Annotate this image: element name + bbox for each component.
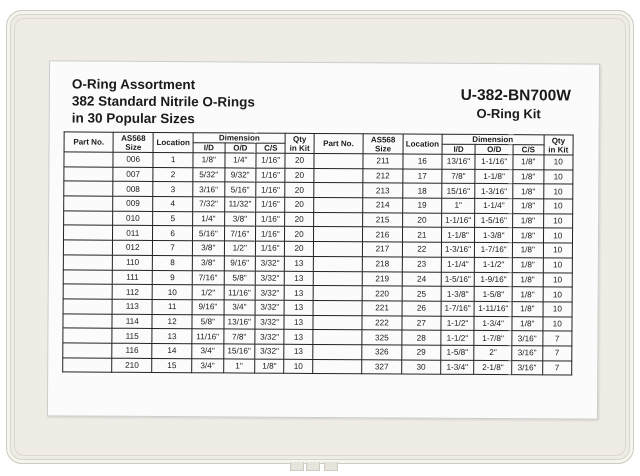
id-cell: 1-1/2" xyxy=(441,316,475,331)
qty-cell: 10 xyxy=(543,302,573,317)
location-cell: 17 xyxy=(403,169,442,184)
cs-cell: 1/16" xyxy=(256,153,285,168)
cs-cell: 1/8" xyxy=(513,199,544,214)
qty-cell: 20 xyxy=(285,212,313,227)
location-cell: 8 xyxy=(153,255,193,270)
part-no-cell xyxy=(313,286,362,301)
id-cell: 5/16" xyxy=(193,226,225,241)
part-no-cell xyxy=(313,300,362,315)
location-cell: 2 xyxy=(153,167,193,182)
cs-cell: 1/16" xyxy=(256,182,285,197)
qty-cell: 20 xyxy=(285,153,313,168)
qty-cell: 7 xyxy=(542,360,572,375)
id-cell: 5/8" xyxy=(192,314,224,329)
kit-title-line: in 30 Popular Sizes xyxy=(71,110,195,127)
location-cell: 14 xyxy=(152,343,192,358)
as568-cell: 325 xyxy=(362,330,402,345)
od-cell: 3/4" xyxy=(224,300,256,315)
qty-cell: 13 xyxy=(285,271,313,286)
location-cell: 28 xyxy=(402,330,441,345)
location-cell: 3 xyxy=(153,182,193,197)
qty-cell: 13 xyxy=(284,344,312,359)
id-cell: 7/8" xyxy=(442,169,476,184)
id-cell: 3/8" xyxy=(192,241,224,256)
qty-cell: 10 xyxy=(284,359,312,374)
as568-cell: 216 xyxy=(363,227,403,242)
id-cell: 3/8" xyxy=(192,256,224,271)
id-cell: 7/32" xyxy=(193,197,225,212)
id-cell: 1-5/16" xyxy=(441,272,475,287)
od-cell: 1/2" xyxy=(224,241,256,256)
location-cell: 26 xyxy=(402,301,441,316)
location-cell: 6 xyxy=(153,226,193,241)
col-header-location: Location xyxy=(403,134,442,154)
case-latch[interactable] xyxy=(290,462,304,471)
location-cell: 15 xyxy=(152,358,192,373)
cs-cell: 3/16" xyxy=(512,346,543,361)
as568-cell: 212 xyxy=(363,168,403,183)
qty-cell: 10 xyxy=(543,199,573,214)
part-no-cell xyxy=(63,284,112,299)
as568-cell: 214 xyxy=(363,198,403,213)
qty-cell: 20 xyxy=(285,183,313,198)
od-cell: 11/16" xyxy=(224,285,256,300)
cs-cell: 1/8" xyxy=(255,359,284,374)
cs-cell: 3/32" xyxy=(255,285,284,300)
od-cell: 15/16" xyxy=(223,344,255,359)
qty-cell: 10 xyxy=(542,316,572,331)
col-header-qty: Qty in Kit xyxy=(285,133,313,153)
as568-cell: 211 xyxy=(363,154,403,169)
id-cell: 1-3/8" xyxy=(441,286,475,301)
part-no-cell xyxy=(314,153,363,168)
od-cell: 2" xyxy=(474,345,512,360)
col-header-part-no: Part No. xyxy=(64,132,113,152)
cs-cell: 1/8" xyxy=(512,302,543,317)
part-no-cell xyxy=(313,242,362,257)
od-cell: 1/4" xyxy=(224,153,256,168)
location-cell: 12 xyxy=(152,314,192,329)
as568-cell: 220 xyxy=(362,286,402,301)
kit-identity xyxy=(460,86,570,123)
as568-cell: 010 xyxy=(113,211,153,226)
qty-cell: 20 xyxy=(285,197,313,212)
cs-cell: 1/16" xyxy=(256,227,285,242)
location-cell: 23 xyxy=(402,257,441,272)
as568-cell: 115 xyxy=(112,328,152,343)
od-cell: 13/16" xyxy=(224,314,256,329)
part-no-cell xyxy=(63,255,112,270)
od-cell: 1" xyxy=(223,359,255,374)
id-cell: 5/32" xyxy=(193,167,225,182)
id-cell: 1-1/8" xyxy=(441,228,475,243)
id-cell: 3/16" xyxy=(193,182,225,197)
cs-cell: 1/8" xyxy=(513,184,544,199)
id-cell: 15/16" xyxy=(442,184,476,199)
id-cell: 1-5/8" xyxy=(441,345,475,360)
od-cell: 1-5/16" xyxy=(475,213,513,228)
od-cell: 11/32" xyxy=(224,197,256,212)
id-cell: 3/4" xyxy=(192,344,224,359)
od-cell: 7/16" xyxy=(224,226,256,241)
part-no-cell xyxy=(312,359,361,374)
part-no-cell xyxy=(313,227,362,242)
as568-cell: 006 xyxy=(113,152,153,167)
qty-cell: 13 xyxy=(284,330,312,345)
qty-cell: 7 xyxy=(542,331,572,346)
id-cell: 1-1/4" xyxy=(441,257,475,272)
col-header-as568: AS568 Size xyxy=(363,134,403,154)
location-cell: 1 xyxy=(153,152,193,167)
cs-cell: 3/32" xyxy=(255,315,284,330)
od-cell: 3/8" xyxy=(224,212,256,227)
location-cell: 22 xyxy=(402,242,441,257)
cs-cell: 1/8" xyxy=(513,213,544,228)
od-cell: 1-7/16" xyxy=(475,243,513,258)
od-cell: 1-3/4" xyxy=(474,316,512,331)
od-cell: 1-7/8" xyxy=(474,331,512,346)
as568-cell: 111 xyxy=(113,270,153,285)
id-cell: 1/8" xyxy=(193,153,225,168)
as568-cell: 218 xyxy=(362,257,402,272)
cs-cell: 1/8" xyxy=(512,316,543,331)
as568-cell: 213 xyxy=(363,183,403,198)
cs-cell: 1/16" xyxy=(255,241,284,256)
od-cell: 1-5/8" xyxy=(474,287,512,302)
as568-cell: 011 xyxy=(113,226,153,241)
id-cell: 3/4" xyxy=(192,358,224,373)
cs-cell: 3/16" xyxy=(512,360,543,375)
qty-cell: 13 xyxy=(284,315,312,330)
cs-cell: 3/16" xyxy=(512,331,543,346)
as568-cell: 012 xyxy=(113,240,153,255)
col-header-location: Location xyxy=(153,132,193,152)
location-cell: 29 xyxy=(402,345,441,360)
qty-cell: 13 xyxy=(285,285,313,300)
location-cell: 4 xyxy=(153,197,193,212)
qty-cell: 10 xyxy=(543,258,573,273)
location-cell: 7 xyxy=(153,241,193,256)
as568-cell: 221 xyxy=(362,301,402,316)
od-cell: 5/8" xyxy=(224,270,256,285)
part-no-cell xyxy=(313,183,362,198)
cs-cell: 1/8" xyxy=(513,243,544,258)
col-header-as568: AS568 Size xyxy=(113,132,153,152)
as568-cell: 008 xyxy=(113,182,153,197)
qty-cell: 20 xyxy=(285,227,313,242)
od-cell: 1-1/8" xyxy=(475,169,513,184)
col-header-dimension: Dimension xyxy=(442,134,544,145)
col-header-qty: Qty in Kit xyxy=(544,135,574,155)
id-cell: 13/16" xyxy=(442,154,476,169)
qty-cell: 20 xyxy=(285,168,313,183)
as568-cell: 009 xyxy=(113,196,153,211)
qty-cell: 20 xyxy=(285,241,313,256)
location-cell: 13 xyxy=(152,329,192,344)
id-cell: 1-3/16" xyxy=(441,242,475,257)
part-no-cell xyxy=(64,181,113,196)
table-header-row xyxy=(64,132,573,145)
location-cell: 21 xyxy=(402,227,441,242)
part-no-cell xyxy=(313,344,362,359)
part-no-cell xyxy=(63,299,112,314)
as568-cell: 210 xyxy=(112,358,152,373)
od-cell: 9/16" xyxy=(224,256,256,271)
cs-cell: 1/8" xyxy=(513,155,544,170)
id-cell: 1-1/2" xyxy=(441,330,475,345)
cs-cell: 1/16" xyxy=(256,197,285,212)
as568-cell: 113 xyxy=(112,299,152,314)
kit-description xyxy=(72,75,255,127)
kit-title-line: O-Ring Assortment xyxy=(71,76,196,93)
part-no-cell xyxy=(313,256,362,271)
cs-cell: 1/16" xyxy=(256,212,285,227)
qty-cell: 13 xyxy=(284,300,312,315)
location-cell: 18 xyxy=(403,183,442,198)
od-cell: 1-9/16" xyxy=(475,272,513,287)
location-cell: 5 xyxy=(153,211,193,226)
product-label-card xyxy=(47,60,600,419)
col-header-cs: C/S xyxy=(256,143,285,153)
id-cell: 1" xyxy=(441,198,475,213)
qty-cell: 10 xyxy=(543,287,573,302)
col-header-id: I/D xyxy=(193,143,225,153)
col-header-id: I/D xyxy=(442,144,476,154)
as568-cell: 110 xyxy=(113,255,153,270)
part-no-cell xyxy=(64,152,113,167)
od-cell: 1-3/16" xyxy=(475,184,513,199)
od-cell: 1-1/16" xyxy=(475,154,513,169)
location-cell: 25 xyxy=(402,286,441,301)
qty-cell: 10 xyxy=(543,155,573,170)
cs-cell: 1/8" xyxy=(512,287,543,302)
qty-cell: 10 xyxy=(543,184,573,199)
as568-cell: 217 xyxy=(362,242,402,257)
od-cell: 7/8" xyxy=(223,329,255,344)
case-latch[interactable] xyxy=(324,462,338,471)
as568-cell: 326 xyxy=(362,345,402,360)
od-cell: 5/16" xyxy=(224,182,256,197)
as568-cell: 222 xyxy=(362,315,402,330)
od-cell: 1-1/4" xyxy=(475,198,513,213)
kit-title-line: 382 Standard Nitrile O-Rings xyxy=(71,93,255,110)
part-no-cell xyxy=(313,315,362,330)
as568-cell: 112 xyxy=(112,284,152,299)
part-no-cell xyxy=(63,269,112,284)
location-cell: 27 xyxy=(402,316,441,331)
od-cell: 9/32" xyxy=(224,168,256,183)
as568-cell: 116 xyxy=(112,343,152,358)
id-cell: 11/16" xyxy=(192,329,224,344)
part-no-cell xyxy=(313,198,362,213)
od-cell: 1-3/8" xyxy=(475,228,513,243)
col-header-od: O/D xyxy=(225,143,257,153)
part-no-cell xyxy=(314,168,363,183)
as568-cell: 327 xyxy=(362,359,402,374)
as568-cell: 007 xyxy=(113,167,153,182)
qty-cell: 10 xyxy=(543,272,573,287)
id-cell: 9/16" xyxy=(192,300,224,315)
location-cell: 16 xyxy=(403,154,442,169)
od-cell: 1-1/2" xyxy=(475,257,513,272)
location-cell: 10 xyxy=(152,285,192,300)
part-no-cell xyxy=(64,167,113,182)
location-cell: 30 xyxy=(402,360,441,375)
col-header-od: O/D xyxy=(475,144,513,154)
cs-cell: 3/32" xyxy=(255,271,284,286)
as568-cell: 215 xyxy=(363,212,403,227)
cs-cell: 3/32" xyxy=(255,300,284,315)
qty-cell: 7 xyxy=(542,346,572,361)
part-no-cell xyxy=(63,225,112,240)
part-no-cell xyxy=(63,313,112,328)
id-cell: 1/2" xyxy=(192,285,224,300)
id-cell: 7/16" xyxy=(192,270,224,285)
cs-cell: 1/8" xyxy=(512,272,543,287)
as568-cell: 114 xyxy=(112,314,152,329)
as568-cell: 219 xyxy=(362,271,402,286)
part-no-cell xyxy=(313,271,362,286)
od-cell: 1-11/16" xyxy=(474,301,512,316)
location-cell: 20 xyxy=(403,213,442,228)
case-latch[interactable] xyxy=(306,462,320,471)
oring-size-table xyxy=(62,131,573,375)
cs-cell: 3/32" xyxy=(255,256,284,271)
part-no-cell xyxy=(64,211,113,226)
part-no-cell xyxy=(63,240,112,255)
id-cell: 1-7/16" xyxy=(441,301,475,316)
location-cell: 24 xyxy=(402,271,441,286)
cs-cell: 1/8" xyxy=(513,228,544,243)
location-cell: 9 xyxy=(152,270,192,285)
qty-cell: 10 xyxy=(543,214,573,229)
qty-cell: 10 xyxy=(543,170,573,185)
cs-cell: 1/8" xyxy=(512,257,543,272)
id-cell: 1-1/16" xyxy=(441,213,475,228)
part-no-cell xyxy=(63,358,112,373)
location-cell: 19 xyxy=(403,198,442,213)
kit-name: O-Ring Kit xyxy=(476,105,541,122)
cs-cell: 3/32" xyxy=(255,329,284,344)
id-cell: 1-3/4" xyxy=(440,360,474,375)
part-no-cell xyxy=(63,343,112,358)
qty-cell: 10 xyxy=(543,228,573,243)
qty-cell: 13 xyxy=(285,256,313,271)
part-no-cell xyxy=(313,330,362,345)
col-header-part-no: Part No. xyxy=(314,133,363,153)
qty-cell: 10 xyxy=(543,243,573,258)
cs-cell: 3/32" xyxy=(255,344,284,359)
part-no-cell xyxy=(313,212,362,227)
od-cell: 2-1/8" xyxy=(474,360,512,375)
kit-part-number: U-382-BN700W xyxy=(460,86,571,105)
table-row xyxy=(63,358,572,376)
cs-cell: 1/16" xyxy=(256,168,285,183)
id-cell: 1/4" xyxy=(193,211,225,226)
cs-cell: 1/8" xyxy=(513,169,544,184)
part-no-cell xyxy=(64,196,113,211)
part-no-cell xyxy=(63,328,112,343)
location-cell: 11 xyxy=(152,299,192,314)
col-header-cs: C/S xyxy=(513,145,543,155)
col-header-dimension: Dimension xyxy=(193,133,285,144)
